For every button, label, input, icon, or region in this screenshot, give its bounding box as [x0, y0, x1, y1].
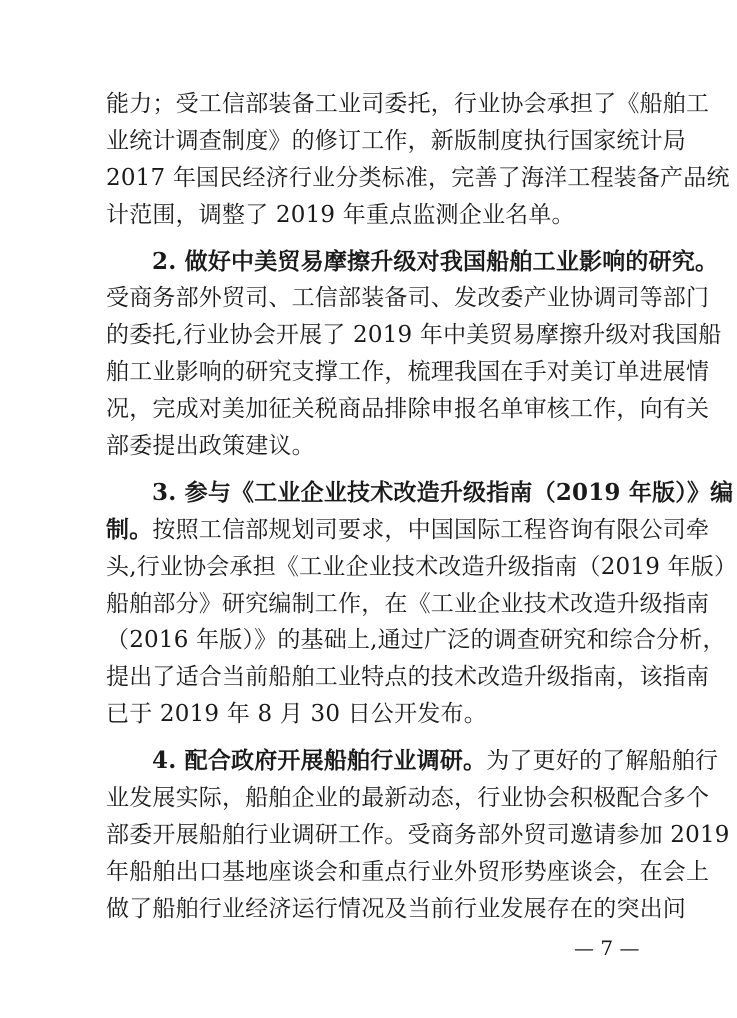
- paragraph: [106, 475, 737, 733]
- text-line: 况，完成对美加征关税商品排除申报名单审核工作，向有关: [106, 396, 710, 423]
- text-line: 2017 年国民经济行业分类标准，完善了海洋工程装备产品统: [106, 164, 730, 191]
- text-line: 部委提出政策建议。: [106, 433, 315, 460]
- text-line: 能力；受工信部装备工业司委托，行业协会承担了《船舶工: [106, 91, 710, 117]
- section-heading: 3. 参与《工业企业技术改造升级指南（2019 年版）》编: [152, 478, 734, 506]
- paragraph: [106, 244, 722, 465]
- text-line: [106, 743, 719, 780]
- text-line: 计范围，调整了 2019 年重点监测企业名单。: [106, 201, 575, 228]
- text-line: 部委开展船舶行业调研工作。受商务部外贸司邀请参加 2019: [106, 821, 730, 848]
- text-line: （2016 年版）》的基础上,通过广泛的调查研究和综合分析，: [106, 627, 726, 654]
- text-line: 的委托,行业协会开展了 2019 年中美贸易摩擦升级对我国船: [106, 322, 722, 349]
- text-line: 业发展实际，船舶企业的最新动态，行业协会积极配合多个: [106, 785, 710, 812]
- text-line: 年船舶出口基地座谈会和重点行业外贸形势座谈会，在会上: [106, 858, 710, 885]
- text-line: 业统计调查制度》的修订工作，新版制度执行国家统计局: [106, 127, 686, 154]
- text-line: 头,行业协会承担《工业企业技术改造升级指南（2019 年版）: [106, 553, 737, 580]
- section-heading-tail: 制。: [106, 515, 153, 543]
- paragraph: [106, 743, 730, 927]
- text-line: 提出了适合当前船舶工业特点的技术改造升级指南，该指南: [106, 664, 710, 691]
- text-line: 舶工业影响的研究支撑工作，梳理我国在手对美订单进展情: [106, 359, 710, 386]
- section-heading: 2. 做好中美贸易摩擦升级对我国船舶工业影响的研究。: [152, 247, 719, 275]
- text-line: 已于 2019 年 8 月 30 日公开发布。: [106, 701, 487, 728]
- text-line: 做了船舶行业经济运行情况及当前行业发展存在的突出问: [106, 895, 686, 922]
- text-span: 为了更好的了解船舶行: [486, 748, 719, 775]
- paragraph: [106, 86, 730, 234]
- document-page: [106, 86, 737, 928]
- section-heading: 4. 配合政府开展船舶行业调研。: [152, 747, 487, 775]
- text-span: 按照工信部规划司要求，中国国际工程咨询有限公司牵: [152, 516, 710, 543]
- text-line: 受商务部外贸司、工信部装备司、发改委产业协调司等部门: [106, 285, 710, 312]
- text-line: 船舶部分》研究编制工作，在《工业企业技术改造升级指南: [106, 590, 710, 617]
- page-number: — 7 —: [574, 936, 640, 960]
- text-line: [106, 512, 710, 549]
